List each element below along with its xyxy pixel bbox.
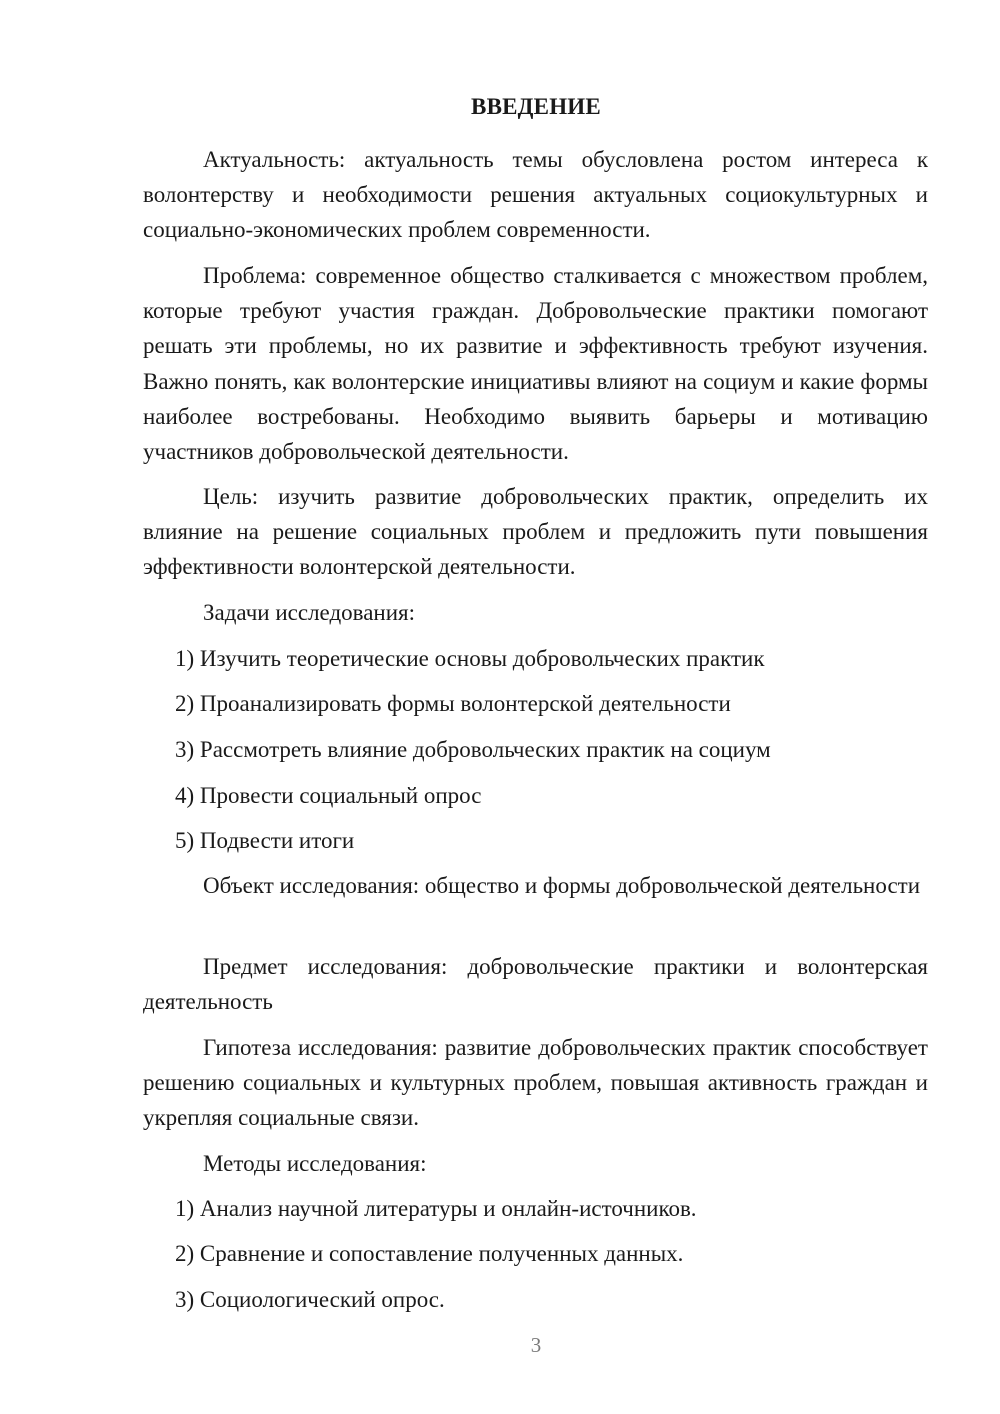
task-item: 2) Проанализировать формы волонтерской деятельности [175, 691, 731, 716]
goal-paragraph: Цель: изучить развитие добровольческих практик, определить их влияние на решение социальных проблем и предложить пути повышения эффективности волонтерской деятельности. [143, 484, 928, 580]
tasks-title: Задачи исследования: [203, 600, 416, 625]
object-paragraph: Объект исследования: общество и формы добровольческой деятельности [203, 873, 921, 898]
problem-paragraph: Проблема: современное общество сталкивается с множеством проблем, которые требуют участия граждан. Добровольческие практики помогают решать эти проблемы, но их развитие и эффективность требуют изучения. Важно понять, как волонтерские инициативы влияют на социум и какие формы наиболее востребованы. Необходимо выявить барьеры и мотивацию участников добровольческой деятельности. [143, 263, 928, 465]
method-item: 2) Сравнение и сопоставление полученных данных. [175, 1241, 684, 1266]
methods-title: Методы исследования: [203, 1151, 427, 1176]
hypothesis-paragraph: Гипотеза исследования: развитие добровольческих практик способствует решению социальных и культурных проблем, повышая активность граждан и укрепляя социальные связи. [143, 1035, 928, 1131]
page-number: 3 [530, 1333, 542, 1357]
task-item: 4) Провести социальный опрос [175, 783, 482, 808]
relevance-paragraph: Актуальность: актуальность темы обусловлена ростом интереса к волонтерству и необходимости решения актуальных социокультурных и социально-экономических проблем современности. [143, 147, 928, 243]
method-item: 3) Социологический опрос. [175, 1287, 445, 1312]
method-item: 1) Анализ научной литературы и онлайн-источников. [175, 1196, 697, 1221]
task-item: 5) Подвести итоги [175, 828, 355, 853]
task-item: 1) Изучить теоретические основы добровольческих практик [175, 646, 765, 671]
section-heading: ВВЕДЕНИЕ [471, 94, 601, 119]
task-item: 3) Рассмотреть влияние добровольческих практик на социум [175, 737, 771, 762]
subject-paragraph: Предмет исследования: добровольческие практики и волонтерская деятельность [143, 954, 928, 1015]
